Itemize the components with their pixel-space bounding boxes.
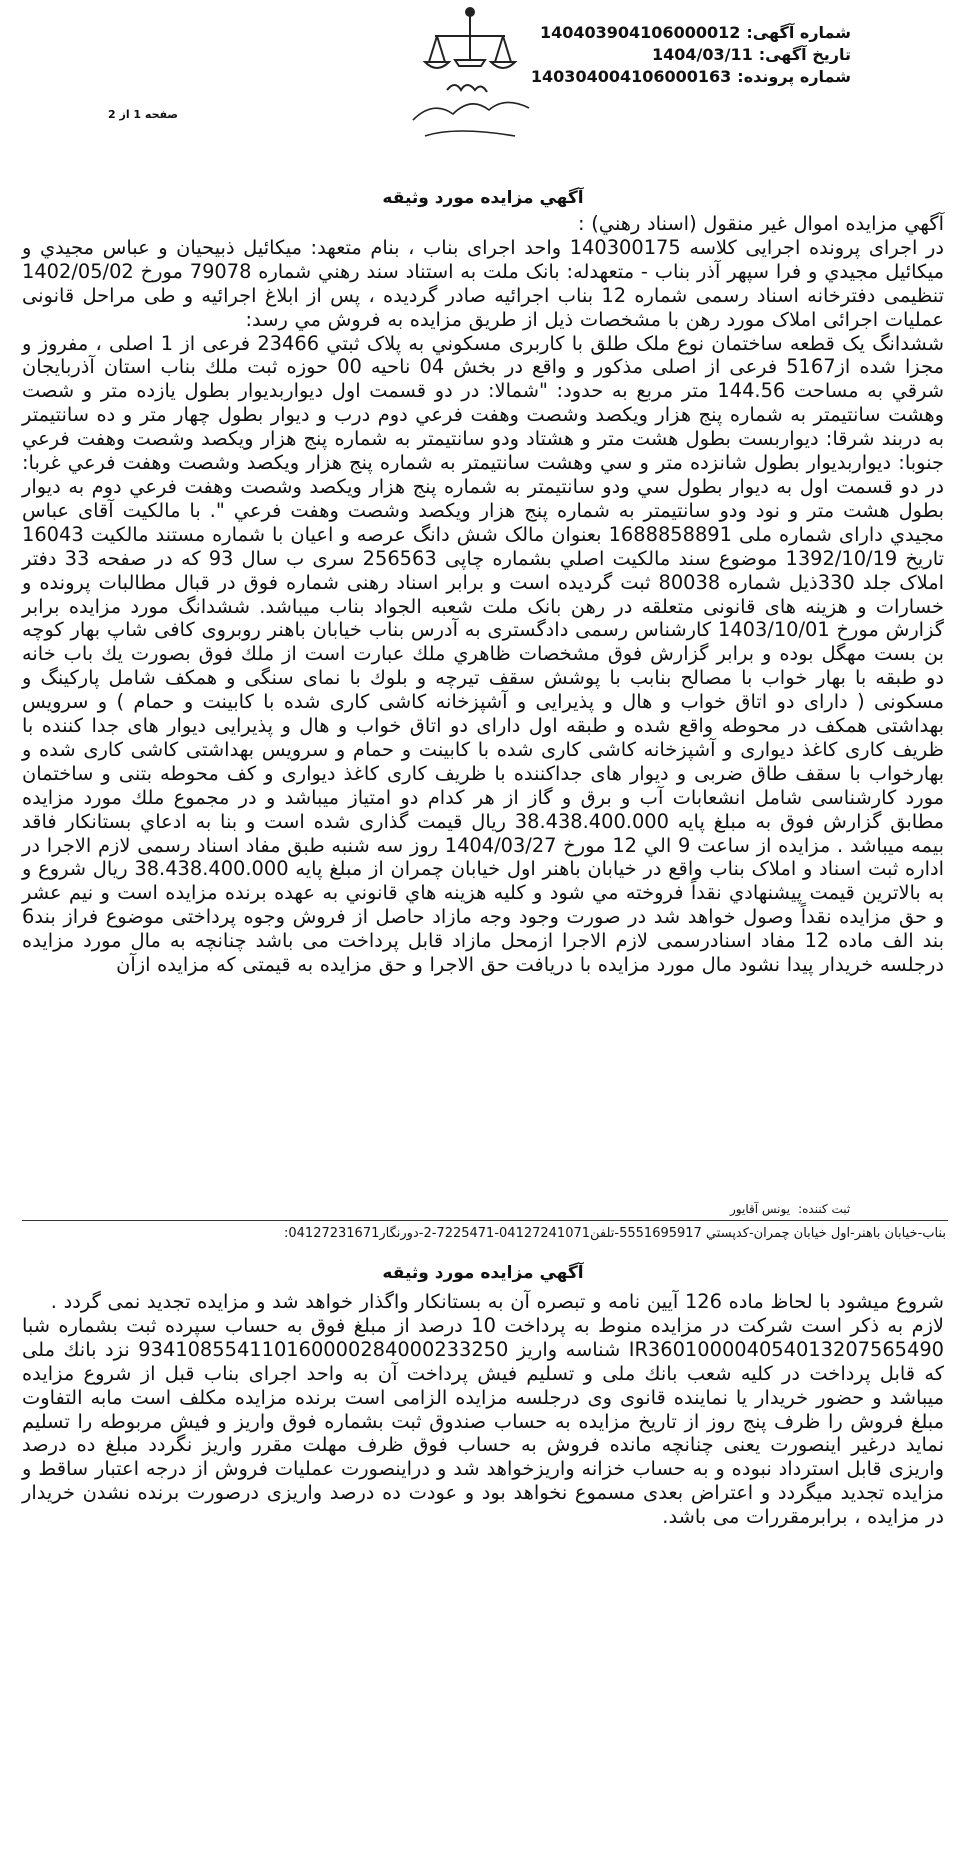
ad-date-row [531, 44, 851, 66]
notice-body-section-1 [22, 212, 944, 977]
ad-number: 140403904106000012 [539, 23, 741, 42]
judiciary-emblem-logo [385, 2, 555, 150]
case-number: 140304004106000163 [530, 67, 732, 86]
notice-title-section-2: آگهي مزايده مورد وثيقه [382, 1263, 584, 1283]
case-number-label: شماره پرونده: [737, 67, 851, 86]
ad-date: 1404/03/11 [651, 45, 753, 64]
registrar-label: ثبت كننده: [798, 1202, 851, 1216]
notice-paragraph-property: ششدانگ يک قطعه ساختمان نوع ملک طلق با کاربری مسکوني به پلاک ثبتي 23466 فرعی از 1 اصلی ، مفروز و مجزا شده از5167 فرعی از اصلی مذکور و واقع در بخش 04 ناحيه 00 حوزه ثبت ملك بناب استان آذربايجان شرقي به مساحت 144.56 متر مربع به حدود: "شمالا: در دو قسمت اول ديواربديوار بطول يازده متر و شصت وهشت سانتيمتر به شماره پنج هزار ويکصد وشصت وهفت فرعي دوم درب و ديوار بطول چهار متر و ده سانتيمتر به دربند شرقا: ديواربست بطول هشت متر و هشتاد ودو سانتيمتر به شماره پنج هزار ويکصد وشصت وهفت فرعي جنوبا: ديواربديوار بطول شانزده متر و سي وهشت سانتيمتر به شماره پنج هزار ويکصد وشصت وهفت فرعي غربا: در دو قسمت اول به ديوار بطول سي ودو سانتيمتر به شماره پنج هزار ويکصد وشصت وهفت فرعي دوم به ديوار بطول هشت متر و نود ودو سانتيمتر به شماره پنج هزار ويکصد وشصت وهفت فرعي ". با مالکيت آقای عباس مجيدي دارای شماره ملی 1688858891 بعنوان مالک شش دانگ عرصه و اعيان با شماره مستند مالکيت 16043 تاريخ 1392/10/19 موضوع سند مالکيت اصلي بشماره چاپی 256563 سری ب سال 93 که در صفحه 33 دفتر املاک جلد 330ذيل شماره 80038 ثبت گرديده است و برابر اسناد رهنی شماره فوق در قبال مطالبات پرونده و خسارات و هزينه های قانونی متعلقه در رهن بانک ملت شعبه الجواد بناب ميباشد. ششدانگ مورد مزايده برابر گزارش مورخ 1403/10/01 کارشناس رسمی دادگستری به آدرس بناب خيابان باهنر روبروی کافی شاپ بهار کوچه بن بست مهگل بوده و برابر گزارش فوق مشخصات ظاهري ملك عبارت است از ملك فوق بصورت يك باب خانه دو طبقه با بهار خواب با مصالح بنابب با پوشش سقف تيرچه و بلوك با نمای سنگی و همكف شامل پاركينگ و مسكونی ( دارای دو اتاق خواب و هال و پذيرايی و آشپزخانه كاشی كاری شده با كابينت و حمام ) و سرويس بهداشتی همكف در محوطه واقع شده و طبقه اول دارای دو اتاق خواب و هال و پذيرايی ديوار های جدا كننده با ظريف كاری كاغذ ديواری و آشپزخانه كاشی كاری شده با كابينت و حمام و سرويس بهداشتی كاشی كاری شده و بهارخواب با سقف طاق ضربی و ديوار های جداكننده با ظريف كاری كاغذ ديواری و كف محوطه بتنی و ساختمان مورد كارشناسی شامل انشعابات آب و برق و گاز از هر كدام دو امتياز ميباشد و در مجموع ملك مورد مزايده مطابق گزارش فوق به مبلغ پايه 38.438.400.000 ريال قيمت گذاری شده است و بنا به ادعاي بستانكار فاقد بيمه ميباشد . مزايده از ساعت 9 الي 12 مورخ 1404/03/27 روز سه شنبه طبق مفاد اسناد رسمی لازم الاجرا در اداره ثبت اسناد و املاک بناب واقع در خيابان باهنر اول خيابان چمران از مبلغ پايه 38.438.400.000 ريال شروع و به بالاترين قيمت پيشنهادي نقداً فروخته مي شود و كليه هزينه هاي قانوني به عهده برنده مزايده است و نيم عشر و حق مزايده نقداً وصول خواهد شد در صورت وجود وجه مازاد حاصل از فروش وجوه پرداختی موضوع فراز بند6 بند الف ماده 12 مفاد اسنادرسمی لازم الاجرا ازمحل مازاد قابل پرداخت می باشد چنانچه به مال مورد مزايده درجلسه خريدار پيدا نشود مال مورد مزايده با دريافت حق الاجرا و حق مزايده به قيمتی كه مزايده ازآن [22, 331, 945, 977]
office-address-footer: بناب-خيابان باهنر-اول خيابان چمران-كدپستي 5551695917-تلفن04127241071-7225471-2-دورنگار04127231671: [283, 1226, 946, 1241]
notice-paragraph-execution: در اجرای پرونده اجرايی کلاسه 140300175 واحد اجرای بناب ، بنام متعهد: ميکائيل ذبيحيان و عباس مجيدي و ميکائيل مجيدي و فرا سپهر آذر بناب - متعهدله: بانک ملت به استناد سند رهني شماره 79078 مورخ 1402/05/02 تنظيمی دفترخانه اسناد رسمی شماره 12 بناب اجرائيه صادر گرديده ، پس از ابلاغ اجرائيه و طی مراحل قانونی عمليات اجرائی املاک مورد رهن با مشخصات ذيل از طريق مزايده به فروش مي رسد: [22, 235, 944, 331]
ad-number-label: شماره آگهی: [746, 23, 851, 42]
notice-paragraph-continuation: شروع ميشود با لحاظ ماده 126 آيين نامه و تبصره آن به بستانكار واگذار خواهد شد و مزايده تجديد نمی گردد . [50, 1290, 944, 1313]
ad-number-row [531, 22, 851, 44]
notice-title-section-1: آگهي مزايده مورد وثيقه [382, 188, 584, 208]
page-indicator: صفحه 1 از 2 [108, 108, 179, 121]
notice-intro-line: آگهي مزايده اموال غير منقول (اسناد رهني) : [578, 212, 944, 235]
notice-header-meta [531, 22, 851, 88]
footer-divider [22, 1220, 948, 1221]
ad-date-label: تاریخ آگهی: [758, 45, 851, 64]
case-number-row [531, 66, 851, 88]
scales-of-justice-icon [385, 2, 555, 150]
registrar-signature [730, 1202, 850, 1216]
notice-body-section-2 [22, 1290, 944, 1529]
notice-paragraph-deposit-terms: لازم به ذكر است شركت در مزايده منوط به پرداخت 10 درصد از مبلغ فوق به حساب سپرده ثبت بشماره شبا IR360100004054013207565490 شناسه واريز 934108554110160000284000233250 نزد بانك ملی كه قابل پرداخت در كليه شعب بانك ملی و تسليم فيش پرداخت آن به واحد اجرای بناب قبل از شروع مزايده ميباشد و حضور خريدار يا نماينده قانوی وی درجلسه مزايده الزامی است برنده مزايده مكلف است مابه التفاوت مبلغ فروش را ظرف پنج روز از تاريخ مزايده به حساب صندوق ثبت بشماره فوق واريز و فيش مربوطه را تسليم نمايد درغير اينصورت يعنی چنانچه مانده فروش به حساب فوق ظرف مهلت مقرر واريز نگردد مبلغ ده درصد واريزی قابل استرداد نبوده و به حساب خزانه واريزخواهد شد و دراينصورت عمليات فروش از درجه اعتبار ساقط و مزايده تجديد ميگردد و اعتراض بعدی مسموع نخواهد بود و عودت ده درصد واريزی درصورت برنده نشدن خريدار در مزايده ، برابرمقررات می باشد. [22, 1313, 945, 1529]
registrar-name: يونس آقايور [730, 1202, 791, 1216]
